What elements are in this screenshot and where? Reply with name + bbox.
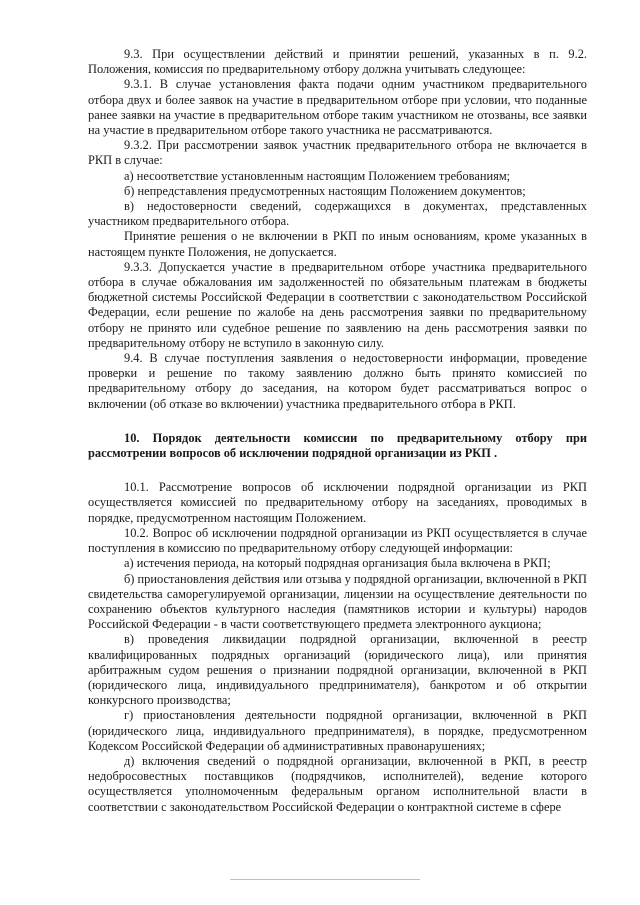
list-item-10-a: а) истечения периода, на который подрядная организация была включена в РКП;: [124, 556, 551, 571]
paragraph-9-3-2: 9.3.2. При рассмотрении заявок участник предварительного отбора не включается в РКП в случае:: [88, 138, 587, 168]
list-item-a: а) несоответствие установленным настоящим Положением требованиям;: [124, 168, 511, 183]
list-item-b: б) непредставления предусмотренных настоящим Положением документов;: [124, 183, 526, 198]
paragraph-9-3-3: 9.3.3. Допускается участие в предварительном отборе участника предварительного отбора в случае обжалования им задолженностей по обязательным платежам в бюджеты бюджетной системы Российской Федерации в соответствии с законодательством Российской Федерации, если решение по жалобе на день рассмотрения заявки по предварительному отбору не принято или судебное решение по заявлению на день рассмотрения заявки по предварительному отбору не вступило в законную силу.: [88, 259, 587, 350]
paragraph-10-2: 10.2. Вопрос об исключении подрядной организации из РКП осуществляется в случае поступления в комиссию по предварительному отбору следующей информации:: [88, 525, 587, 556]
document-body: [88, 47, 587, 815]
scan-artifact-line: [230, 879, 420, 880]
list-item-10-g: г) приостановления деятельности подрядной организации, включенной в РКП (юридического лица, индивидуального предпринимателя), в порядке, предусмотренном Кодексом Российской Федерации об административных правонарушениях;: [88, 708, 587, 753]
paragraph-no-other-grounds: Принятие решения о не включении в РКП по иным основаниям, кроме указанных в настоящем пункте Положения, не допускается.: [88, 229, 587, 259]
list-item-10-b: б) приостановления действия или отзыва у подрядной организации, включенной в РКП свидетельства саморегулируемой организации, лицензии на осуществление деятельности по сохранению объектов культурного наследия (памятников истории и культуры) народов Российской Федерации - в части соответствующего предмета электронного аукциона;: [88, 571, 587, 632]
list-item-10-d: д) включения сведений о подрядной организации, включенной в РКП, в реестр недобросовестных поставщиков (подрядчиков, исполнителей), ведение которого осуществляется уполномоченным федеральным органом исполнительной власти в соответствии с законодательством Российской Федерации о контрактной системе в сфере: [88, 753, 587, 814]
list-item-v: в) недостоверности сведений, содержащихся в документах, представленных участником предварительного отбора.: [88, 199, 587, 229]
list-item-10-v: в) проведения ликвидации подрядной организации, включенной в реестр квалифицированных подрядных организаций (юридического лица), или принятия арбитражным судом решения о признании подрядной организации, включенной в РКП (юридического лица, индивидуального предпринимателя), банкротом и об открытии конкурсного производства;: [88, 632, 587, 708]
paragraph-9-3: 9.3. При осуществлении действий и принятии решений, указанных в п. 9.2. Положения, комиссия по предварительному отбору должна учитывать следующее:: [88, 47, 587, 77]
section-heading-10: 10. Порядок деятельности комиссии по предварительному отбору при рассмотрении вопросов об исключении подрядной организации из РКП .: [88, 430, 587, 461]
paragraph-9-4: 9.4. В случае поступления заявления о недостоверности информации, проведение проверки и решение по такому заявлению должно быть принято комиссией по предварительному отбору до заседания, на котором будет рассматриваться вопрос о включении (об отказе во включении) участника предварительного отбора в РКП.: [88, 351, 587, 411]
paragraph-10-1: 10.1. Рассмотрение вопросов об исключении подрядной организации из РКП осуществляется комиссией по предварительному отбору на заседаниях, проводимых в порядке, предусмотренном настоящим Положением.: [88, 480, 587, 525]
paragraph-9-3-1: 9.3.1. В случае установления факта подачи одним участником предварительного отбора двух и более заявок на участие в предварительном отборе при условии, что поданные ранее заявки на участие в предварительном отборе таким участником не отозваны, все заявки на участие в предварительном отборе такого участника не рассматриваются.: [88, 77, 587, 138]
